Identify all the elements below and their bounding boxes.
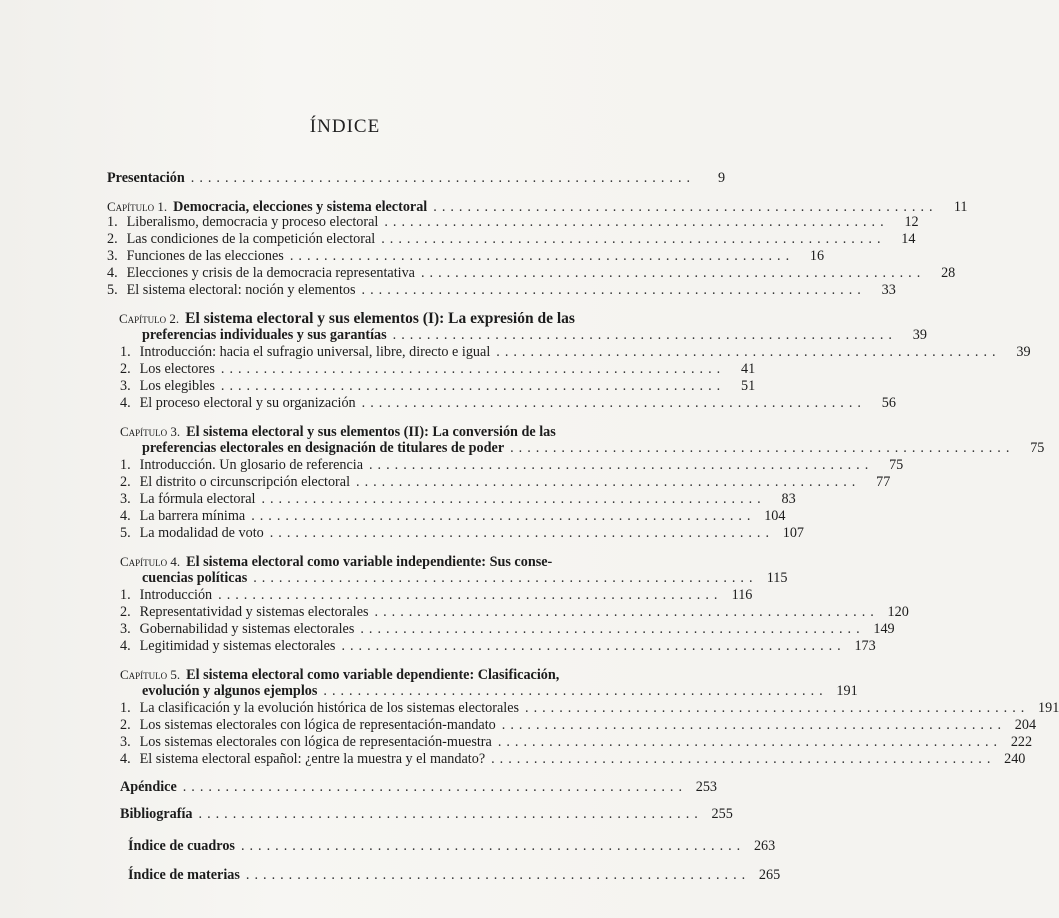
- toc-entry[interactable]: [120, 395, 896, 412]
- entry-page: 253: [695, 779, 718, 795]
- chapter-label: Capítulo 4.: [120, 554, 181, 569]
- entry-label: Índice de cuadros: [128, 838, 235, 854]
- chapter-page: 191: [836, 683, 858, 699]
- entry-number: 4.: [120, 508, 131, 524]
- dot-leader: ...........................................................: [369, 457, 874, 473]
- entry-page: 56: [881, 395, 896, 411]
- dot-leader: ...........................................................: [198, 806, 703, 822]
- toc-entry[interactable]: [120, 587, 753, 604]
- entry-label: Presentación: [107, 170, 185, 186]
- chapter-3-heading[interactable]: [120, 423, 556, 441]
- entry-label: Introducción. Un glosario de referencia: [139, 457, 363, 473]
- entry-label: Introducción: [139, 587, 213, 603]
- entry-page: 51: [740, 378, 756, 394]
- entry-number: 3.: [120, 491, 131, 507]
- chapter-page: 115: [766, 570, 788, 586]
- entry-label: Los elegibles: [139, 378, 215, 394]
- chapter-title-line2: evolución y algunos ejemplos: [142, 683, 318, 699]
- entry-label: Elecciones y crisis de la democracia representativa: [126, 265, 415, 281]
- entry-number: 1.: [120, 457, 131, 473]
- toc-entry[interactable]: [120, 361, 756, 378]
- entry-number: 4.: [120, 395, 131, 411]
- toc-entry[interactable]: [120, 751, 1026, 768]
- dot-leader: ...........................................................: [510, 440, 1015, 456]
- toc-entry[interactable]: [120, 621, 895, 638]
- entry-page: 222: [1010, 734, 1033, 750]
- toc-entry[interactable]: [120, 700, 1059, 717]
- chapter-3-heading-cont[interactable]: [142, 440, 1045, 457]
- chapter-page: 39: [912, 327, 927, 343]
- entry-page: 9: [717, 170, 726, 186]
- toc-entry[interactable]: [120, 604, 909, 621]
- dot-leader: ...........................................................: [190, 170, 696, 186]
- toc-entry[interactable]: [120, 457, 904, 474]
- toc-entry[interactable]: [120, 734, 1033, 751]
- chapter-title-line1: El sistema electoral como variable independiente: Sus conse-: [186, 554, 553, 570]
- entry-number: 2.: [120, 604, 131, 620]
- entry-label: Los sistemas electorales con lógica de representación-muestra: [139, 734, 492, 750]
- entry-label: La fórmula electoral: [139, 491, 256, 507]
- entry-label: Representatividad y sistemas electorales: [139, 604, 369, 620]
- entry-label: El sistema electoral: noción y elementos: [126, 282, 356, 298]
- dot-leader: ...........................................................: [433, 199, 938, 215]
- entry-label: Legitimidad y sistemas electorales: [139, 638, 336, 654]
- entry-label: El proceso electoral y su organización: [139, 395, 356, 411]
- dot-leader: ...........................................................: [392, 327, 897, 343]
- toc-entry[interactable]: [107, 248, 825, 265]
- dot-leader: ...........................................................: [289, 248, 795, 264]
- entry-number: 2.: [120, 717, 131, 733]
- entry-label: Funciones de las elecciones: [126, 248, 284, 264]
- entry-label: El distrito o circunscripción electoral: [139, 474, 351, 490]
- dot-leader: ...........................................................: [253, 570, 758, 586]
- entry-number: 1.: [120, 587, 131, 603]
- entry-number: 3.: [120, 621, 131, 637]
- toc-entry-indice-cuadros[interactable]: [128, 838, 776, 855]
- entry-label: La clasificación y la evolución histórica de los sistemas electorales: [139, 700, 520, 716]
- chapter-label: Capítulo 5.: [120, 667, 181, 682]
- entry-number: 2.: [107, 231, 118, 247]
- dot-leader: ...........................................................: [384, 214, 889, 230]
- toc-entry[interactable]: [120, 638, 876, 655]
- toc-entry-apendice[interactable]: [120, 779, 718, 796]
- dot-leader: ...........................................................: [182, 779, 688, 795]
- entry-label: Los electores: [139, 361, 215, 377]
- chapter-title-line1: El sistema electoral y sus elementos (II): La conversión de las: [186, 424, 556, 440]
- entry-number: 3.: [120, 378, 131, 394]
- entry-label: Gobernabilidad y sistemas electorales: [139, 621, 355, 637]
- entry-page: 77: [876, 474, 891, 490]
- entry-page: 263: [753, 838, 776, 854]
- entry-page: 41: [740, 361, 756, 377]
- toc-entry[interactable]: [120, 508, 786, 525]
- entry-number: 3.: [107, 248, 118, 264]
- toc-entry[interactable]: [120, 378, 756, 395]
- dot-leader: ...........................................................: [220, 361, 726, 377]
- entry-label: Las condiciones de la competición electoral: [126, 231, 376, 247]
- chapter-label: Capítulo 3.: [120, 424, 181, 439]
- chapter-title-line1: El sistema electoral como variable dependiente: Clasificación,: [186, 667, 560, 683]
- entry-page: 107: [782, 525, 805, 541]
- dot-leader: ...........................................................: [251, 508, 756, 524]
- chapter-2-heading-cont[interactable]: [142, 327, 927, 344]
- entry-label: Índice de materias: [128, 867, 240, 883]
- chapter-title-line2: preferencias electorales en designación de titulares de poder: [142, 440, 505, 456]
- chapter-label: Capítulo 1.: [107, 199, 168, 214]
- chapter-2-heading[interactable]: [119, 310, 575, 327]
- entry-number: 4.: [120, 751, 131, 767]
- toc-entry-presentacion[interactable]: [107, 170, 726, 187]
- entry-number: 1.: [120, 700, 131, 716]
- entry-label: El sistema electoral español: ¿entre la muestra y el mandato?: [139, 751, 486, 767]
- entry-page: 265: [758, 867, 781, 883]
- entry-number: 4.: [107, 265, 118, 281]
- toc-entry[interactable]: [107, 231, 916, 248]
- chapter-title-line2: preferencias individuales y sus garantías: [142, 327, 387, 343]
- toc-entry[interactable]: [120, 491, 796, 508]
- dot-leader: ...........................................................: [491, 751, 996, 767]
- toc-entry[interactable]: [107, 282, 896, 299]
- toc-entry[interactable]: [107, 265, 956, 282]
- dot-leader: ...........................................................: [497, 734, 1003, 750]
- dot-leader: ...........................................................: [361, 282, 866, 298]
- dot-leader: ...........................................................: [245, 867, 751, 883]
- entry-number: 5.: [120, 525, 131, 541]
- entry-page: 14: [901, 231, 916, 247]
- dot-leader: ...........................................................: [269, 525, 775, 541]
- chapter-page: 11: [953, 199, 968, 215]
- entry-page: 191: [1038, 700, 1059, 716]
- entry-number: 2.: [120, 474, 131, 490]
- entry-number: 3.: [120, 734, 131, 750]
- entry-number: 1.: [120, 344, 131, 360]
- entry-label: Los sistemas electorales con lógica de representación-mandato: [139, 717, 496, 733]
- entry-page: 116: [731, 587, 753, 603]
- dot-leader: ...........................................................: [374, 604, 879, 620]
- toc-entry[interactable]: [120, 474, 891, 491]
- entry-page: 149: [873, 621, 895, 637]
- toc-entry-indice-materias[interactable]: [128, 867, 781, 884]
- entry-page: 75: [889, 457, 904, 473]
- entry-page: 173: [854, 638, 876, 654]
- entry-number: 5.: [107, 282, 118, 298]
- chapter-page: 75: [1030, 440, 1045, 456]
- chapter-4-heading-cont[interactable]: [142, 570, 788, 587]
- entry-page: 39: [1016, 344, 1031, 360]
- entry-number: 1.: [107, 214, 118, 230]
- toc-entry[interactable]: [107, 214, 919, 231]
- entry-label: La modalidad de voto: [139, 525, 264, 541]
- chapter-label: Capítulo 2.: [119, 311, 180, 326]
- entry-page: 12: [904, 214, 919, 230]
- entry-label: Introducción: hacia el sufragio universal, libre, directo e igual: [139, 344, 491, 360]
- entry-page: 104: [764, 508, 786, 524]
- entry-number: 2.: [120, 361, 131, 377]
- entry-number: 4.: [120, 638, 131, 654]
- chapter-4-heading[interactable]: [120, 553, 552, 571]
- chapter-title: Democracia, elecciones y sistema electoral: [173, 199, 428, 215]
- toc-entry[interactable]: [120, 525, 805, 542]
- dot-leader: ...........................................................: [420, 265, 926, 281]
- dot-leader: ...........................................................: [525, 700, 1030, 716]
- chapter-5-heading[interactable]: [120, 666, 559, 684]
- chapter-title-line2: cuencias políticas: [142, 570, 248, 586]
- chapter-5-heading-cont[interactable]: [142, 683, 858, 700]
- dot-leader: ...........................................................: [218, 587, 723, 603]
- entry-label: Apéndice: [120, 779, 177, 795]
- dot-leader: ...........................................................: [361, 395, 866, 411]
- dot-leader: ...........................................................: [496, 344, 1001, 360]
- dot-leader: ...........................................................: [501, 717, 1007, 733]
- dot-leader: ...........................................................: [341, 638, 846, 654]
- entry-page: 255: [711, 806, 733, 822]
- entry-page: 28: [941, 265, 956, 281]
- entry-label: Liberalismo, democracia y proceso electoral: [126, 214, 379, 230]
- toc-entry[interactable]: [120, 717, 1037, 734]
- page-title: ÍNDICE: [309, 116, 381, 137]
- entry-page: 16: [809, 248, 825, 264]
- toc-entry-bibliografia[interactable]: [120, 806, 733, 823]
- chapter-title-line1: El sistema electoral y sus elementos (I): La expresión de las: [185, 310, 575, 327]
- entry-page: 83: [781, 491, 796, 507]
- dot-leader: ...........................................................: [261, 491, 766, 507]
- entry-label: La barrera mínima: [139, 508, 246, 524]
- toc-entry[interactable]: [120, 344, 1031, 361]
- dot-leader: ...........................................................: [240, 838, 746, 854]
- dot-leader: ...........................................................: [220, 378, 726, 394]
- dot-leader: ...........................................................: [323, 683, 828, 699]
- entry-page: 33: [881, 282, 896, 298]
- dot-leader: ...........................................................: [381, 231, 886, 247]
- entry-page: 240: [1004, 751, 1026, 767]
- entry-page: 120: [887, 604, 909, 620]
- dot-leader: ...........................................................: [356, 474, 861, 490]
- dot-leader: ...........................................................: [360, 621, 865, 637]
- entry-page: 204: [1014, 717, 1037, 733]
- entry-label: Bibliografía: [120, 806, 193, 822]
